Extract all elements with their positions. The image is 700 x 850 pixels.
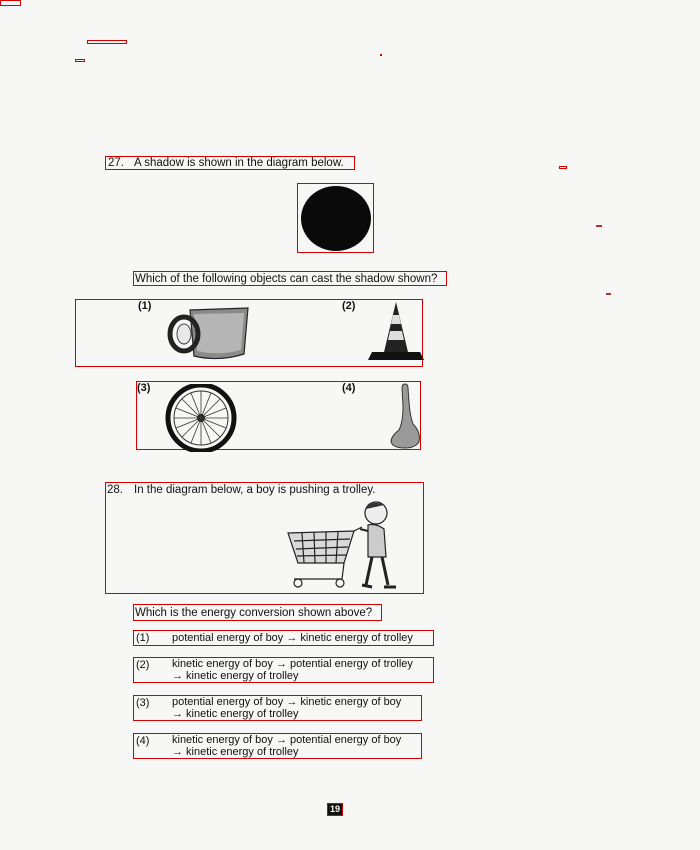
q27-options-row-1	[75, 299, 423, 367]
scan-speck	[380, 54, 382, 56]
traffic-cone-icon	[368, 300, 424, 364]
q28-option-3-line2: → kinetic energy of trolley	[172, 708, 299, 720]
boy-pushing-trolley-icon	[284, 497, 404, 593]
page-number: 19	[327, 803, 343, 816]
q28-number: 28.	[107, 484, 123, 496]
scan-speck	[596, 225, 602, 227]
q28-stem-text: In the diagram below, a boy is pushing a trolley.	[134, 484, 376, 496]
q27-option-3-label[interactable]: (3)	[137, 382, 151, 394]
q28-option-3-line1: potential energy of boy → kinetic energy of boy	[172, 696, 402, 708]
q27-stem	[105, 156, 355, 170]
q28-option-4-label: (4)	[136, 735, 150, 747]
q28-option-3-label: (3)	[136, 697, 150, 709]
annotation-mark	[75, 59, 85, 62]
annotation-mark	[559, 166, 567, 169]
scan-speck	[606, 293, 611, 295]
q28-option-1-line1: potential energy of boy → kinetic energy of trolley	[172, 632, 413, 644]
q28-option-2[interactable]	[133, 657, 434, 683]
q28-prompt-text: Which is the energy conversion shown above?	[135, 607, 373, 619]
q27-prompt	[133, 271, 447, 286]
vase-icon	[385, 382, 425, 450]
q28-option-3[interactable]	[133, 695, 422, 721]
q28-option-2-line2: → kinetic energy of trolley	[172, 670, 299, 682]
q28-option-4[interactable]	[133, 733, 422, 759]
annotation-mark	[87, 40, 127, 44]
q28-prompt	[133, 604, 382, 621]
q27-option-4-label[interactable]: (4)	[342, 382, 356, 394]
q28-option-1-label: (1)	[136, 632, 150, 644]
bicycle-wheel-icon	[161, 384, 241, 452]
q28-option-1[interactable]	[133, 630, 434, 646]
mug-icon	[164, 304, 256, 362]
shadow-disc	[301, 186, 371, 251]
q28-option-2-label: (2)	[136, 659, 150, 671]
q27-option-2-label[interactable]: (2)	[342, 300, 356, 312]
q28-figure-block	[105, 482, 424, 594]
q27-stem-text: A shadow is shown in the diagram below.	[134, 157, 344, 169]
q28-option-4-line2: → kinetic energy of trolley	[172, 746, 299, 758]
q28-option-2-line1: kinetic energy of boy → potential energy of trolley	[172, 658, 413, 670]
shadow-figure	[297, 183, 374, 253]
q27-prompt-text: Which of the following objects can cast the shadow shown?	[135, 273, 438, 285]
annotation-mark	[0, 0, 21, 6]
q27-option-1-label[interactable]: (1)	[138, 300, 152, 312]
q27-options-row-2	[136, 381, 421, 450]
q28-option-4-line1: kinetic energy of boy → potential energy of boy	[172, 734, 402, 746]
q27-number: 27.	[108, 157, 124, 169]
